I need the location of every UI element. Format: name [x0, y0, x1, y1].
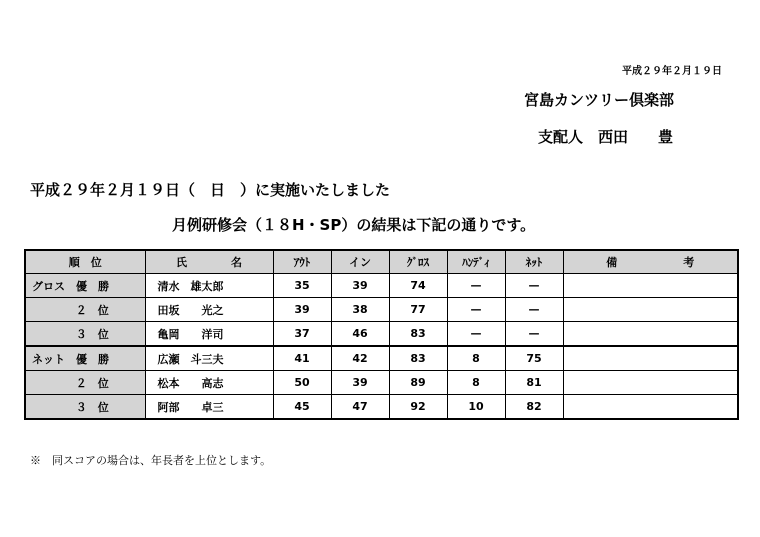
header-handicap: ﾊﾝﾃﾞｨ — [447, 250, 505, 274]
remarks-cell — [563, 298, 738, 322]
header-remarks: 備 考 — [563, 250, 738, 274]
net-cell: — — [505, 274, 563, 298]
remarks-cell — [563, 346, 738, 371]
gross-cell: 92 — [389, 395, 447, 420]
net-cell: — — [505, 322, 563, 347]
handicap-cell: 8 — [447, 371, 505, 395]
table-header-row — [25, 250, 738, 274]
remarks-cell — [563, 274, 738, 298]
handicap-cell: — — [447, 274, 505, 298]
header-out: ｱｳﾄ — [273, 250, 331, 274]
table-row — [25, 395, 738, 420]
table-row — [25, 274, 738, 298]
intro-line-1: 平成２９年２月１９日（ 日 ）に実施いたしました — [30, 181, 391, 199]
in-cell: 47 — [331, 395, 389, 420]
net-cell: — — [505, 298, 563, 322]
manager-title: 支配人 — [538, 128, 584, 146]
gross-cell: 83 — [389, 322, 447, 347]
out-cell: 45 — [273, 395, 331, 420]
gross-cell: 77 — [389, 298, 447, 322]
net-cell: 81 — [505, 371, 563, 395]
rank-cell: ネット 優 勝 — [25, 346, 145, 371]
header-net: ﾈｯﾄ — [505, 250, 563, 274]
name-cell: 田坂 光之 — [145, 298, 273, 322]
name-cell: 清水 雄太郎 — [145, 274, 273, 298]
rank-cell: ２ 位 — [25, 298, 145, 322]
out-cell: 50 — [273, 371, 331, 395]
out-cell: 35 — [273, 274, 331, 298]
handicap-cell: — — [447, 298, 505, 322]
remarks-cell — [563, 371, 738, 395]
in-cell: 46 — [331, 322, 389, 347]
document-date: 平成２９年２月１９日 — [622, 66, 722, 77]
table-row — [25, 346, 738, 371]
out-cell: 41 — [273, 346, 331, 371]
in-cell: 39 — [331, 274, 389, 298]
name-cell: 阿部 卓三 — [145, 395, 273, 420]
manager-name: 西田 豊 — [598, 128, 674, 146]
rank-cell: グロス 優 勝 — [25, 274, 145, 298]
header-name: 氏 名 — [145, 250, 273, 274]
name-cell: 亀岡 洋司 — [145, 322, 273, 347]
handicap-cell: 8 — [447, 346, 505, 371]
table-row — [25, 371, 738, 395]
club-name: 宮島カンツリー倶楽部 — [524, 91, 675, 109]
gross-cell: 83 — [389, 346, 447, 371]
footnote: ※ 同スコアの場合は、年長者を上位とします。 — [30, 454, 272, 467]
in-cell: 38 — [331, 298, 389, 322]
header-rank: 順 位 — [25, 250, 145, 274]
net-cell: 75 — [505, 346, 563, 371]
handicap-cell: — — [447, 322, 505, 347]
results-table — [24, 249, 739, 420]
net-cell: 82 — [505, 395, 563, 420]
remarks-cell — [563, 322, 738, 347]
rank-cell: ３ 位 — [25, 395, 145, 420]
gross-cell: 74 — [389, 274, 447, 298]
in-cell: 39 — [331, 371, 389, 395]
gross-cell: 89 — [389, 371, 447, 395]
in-cell: 42 — [331, 346, 389, 371]
rank-cell: ２ 位 — [25, 371, 145, 395]
table-row — [25, 298, 738, 322]
table-row — [25, 322, 738, 347]
intro-line-2: 月例研修会（１８H・SP）の結果は下記の通りです。 — [172, 216, 536, 234]
manager-line — [538, 126, 673, 147]
header-gross: ｸﾞﾛｽ — [389, 250, 447, 274]
name-cell: 広瀬 斗三夫 — [145, 346, 273, 371]
handicap-cell: 10 — [447, 395, 505, 420]
rank-cell: ３ 位 — [25, 322, 145, 347]
out-cell: 37 — [273, 322, 331, 347]
remarks-cell — [563, 395, 738, 420]
name-cell: 松本 高志 — [145, 371, 273, 395]
header-in: イン — [331, 250, 389, 274]
out-cell: 39 — [273, 298, 331, 322]
